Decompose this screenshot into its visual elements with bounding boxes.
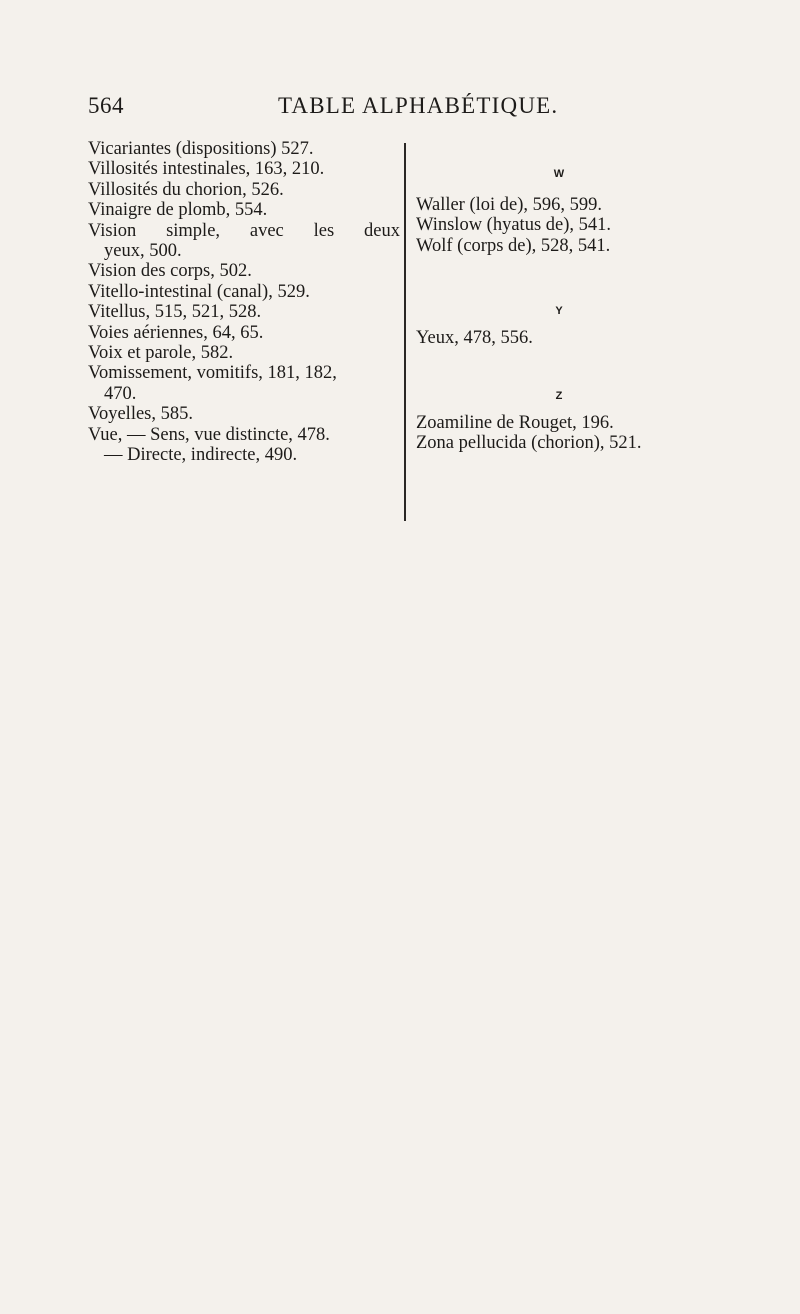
- index-entry: Voyelles, 585.: [88, 404, 194, 425]
- page-header: [88, 93, 700, 129]
- index-entry: Waller (loi de), 596, 599.: [416, 195, 603, 215]
- index-entry: Wolf (corps de), 528, 541.: [416, 235, 611, 256]
- column-divider: [404, 143, 406, 521]
- section-letter-w: W: [553, 168, 565, 180]
- page-title: TABLE ALPHABÉTIQUE.: [278, 93, 559, 118]
- index-entry-continuation: 470.: [104, 383, 137, 404]
- section-letter-y: Y: [555, 305, 563, 318]
- index-entry: Zona pellucida (chorion), 521.: [416, 433, 642, 454]
- index-entry: Zoamiline de Rouget, 196.: [416, 412, 614, 433]
- index-entry: Vision simple, avec les deux: [88, 220, 400, 241]
- index-entry: Vision des corps, 502.: [88, 261, 252, 282]
- index-entry: Villosités du chorion, 526.: [88, 179, 284, 200]
- index-entry: Voies aériennes, 64, 65.: [88, 322, 264, 343]
- index-entry: Vitellus, 515, 521, 528.: [88, 302, 262, 323]
- page-number: 564: [88, 93, 124, 118]
- index-entry: Vicariantes (dispositions) 527.: [88, 139, 314, 159]
- index-entry: Vomissement, vomitifs, 181, 182,: [88, 363, 337, 384]
- index-entry: Winslow (hyatus de), 541.: [416, 215, 612, 236]
- index-entry-continuation: yeux, 500.: [104, 241, 182, 262]
- index-entry: Villosités intestinales, 163, 210.: [88, 159, 325, 180]
- index-entry: Vinaigre de plomb, 554.: [88, 200, 268, 221]
- index-column-right: [416, 139, 716, 453]
- index-entry: Voix et parole, 582.: [88, 343, 234, 364]
- index-entry-subentry: — Directe, indirecte, 490.: [104, 445, 298, 466]
- section-letter-z: Z: [555, 389, 563, 402]
- index-column-left: [88, 139, 400, 466]
- index-entry: Yeux, 478, 556.: [416, 328, 533, 349]
- index-entry: Vue, — Sens, vue distincte, 478.: [88, 424, 330, 445]
- index-entry: Vitello-intestinal (canal), 529.: [88, 281, 310, 302]
